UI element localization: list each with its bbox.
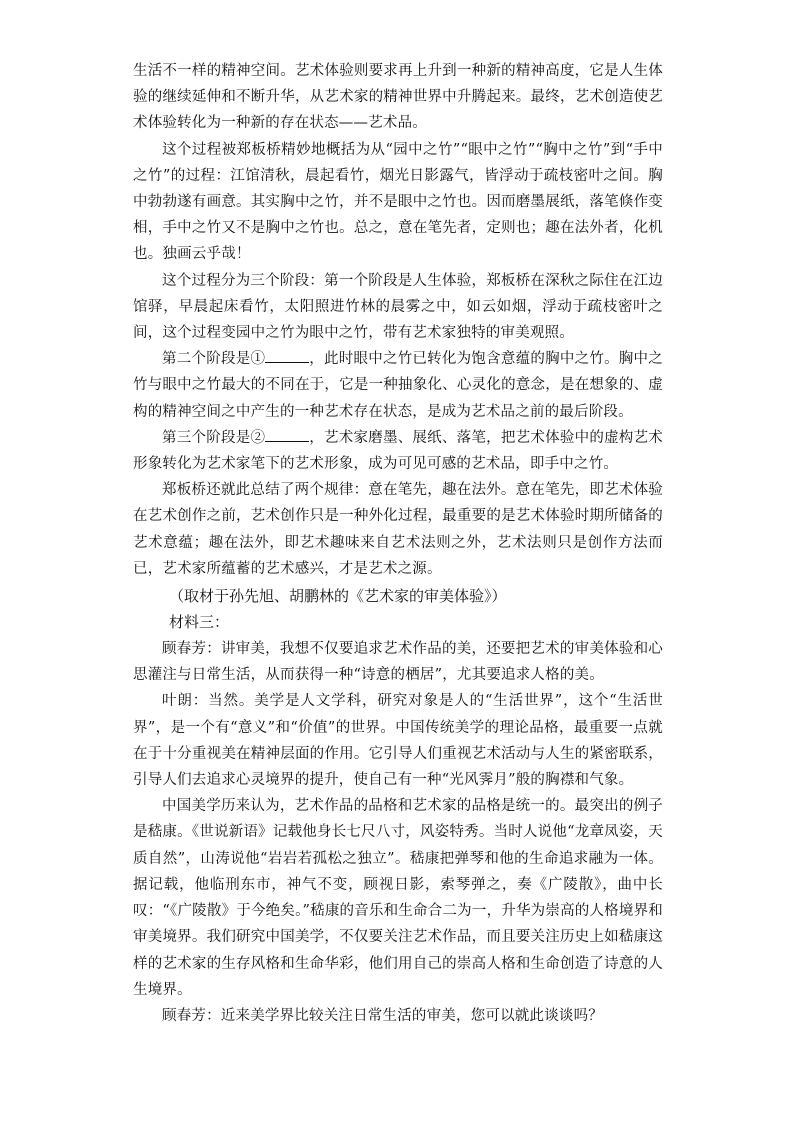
paragraph-text: 第二个阶段是① [162, 351, 266, 368]
answer-blank-2 [265, 429, 309, 442]
paragraph-text: 第三个阶段是② [162, 429, 266, 446]
document-body [133, 58, 663, 1029]
paragraph: 生活不一样的精神空间。艺术体验则要求再上升到一种新的精神高度，它是人生体验的继续延伸和不断升华，从艺术家的精神世界中升腾起来。最终，艺术创造使艺术体验转化为一种新的存在状态——艺术品。 [133, 63, 663, 132]
paragraph: 郑板桥还就此总结了两个规律：意在笔先，趣在法外。意在笔先，即艺术体验在艺术创作之前，艺术创作只是一种外化过程，最重要的是艺术体验时期所储备的艺术意蕴；趣在法外，即艺术趣味来自艺术法则之外，艺术法则只是创作方法而已，艺术家所蕴蓄的艺术感兴，才是艺术之源。 [133, 482, 663, 577]
paragraph-blank-2 [133, 425, 663, 477]
material-heading: 材料三： [169, 614, 230, 632]
paragraph-blank-1 [133, 346, 663, 425]
paragraph: 这个过程被郑板桥精妙地概括为从“园中之竹”“眼中之竹”“胸中之竹”到“手中之竹”的过程：江馆清秋，晨起看竹，烟光日影露气，皆浮动于疏枝密叶之间。胸中勃勃遂有画意。其实胸中之竹，并不是眼中之竹也。因而磨墨展纸，落笔倏作变相，手中之竹又不是胸中之竹也。总之，意在笔先者，定则也；趣在法外者，化机也。独画云乎哉！ [133, 141, 663, 263]
dialogue-paragraph: 顾春芳：近来美学界比较关注日常生活的审美，您可以就此谈谈吗？ [162, 1007, 603, 1024]
dialogue-paragraph: 中国美学历来认为，艺术作品的品格和艺术家的品格是统一的。最突出的例子是嵇康。《世说新语》记载他身长七尺八寸，风姿特秀。当时人说他“龙章凤姿，天质自然”，山涛说他“岩岩若孤松之独立”。嵇康把弹琴和他的生命追求融为一体。据记载，他临刑东市，神气不变，顾视日影，索琴弹之，奏《广陵散》，曲中长叹：“《广陵散》于今绝矣。”嵇康的音乐和生命合二为一，升华为崇高的人格境界和审美境界。我们研究中国美学，不仅要关注艺术作品，而且要关注历史上如嵇康这样的艺术家的生存风格和生命华彩，他们用自己的崇高人格和生命创造了诗意的人生境界。 [133, 798, 663, 998]
paragraph-text: ，此时眼中之竹已转化为饱含意蕴的胸中之竹。胸中之竹与眼中之竹最大的不同在于，它是一种抽象化、心灵化的意念，是在想象的、虚构的精神空间之中产生的一种艺术存在状态，是成为艺术品之前的最后阶段。 [133, 351, 663, 420]
paragraph: 这个过程分为三个阶段：第一个阶段是人生体验，郑板桥在深秋之际住在江边馆驿，早晨起床看竹，太阳照进竹林的晨雾之中，如云如烟，浮动于疏枝密叶之间，这个过程变园中之竹为眼中之竹，带有艺术家独特的审美观照。 [133, 272, 663, 342]
dialogue-paragraph: 顾春芳：讲审美，我想不仅要追求艺术作品的美，还要把艺术的审美体验和心思灌注与日常生活，从而获得一种“诗意的栖居”，尤其要追求人格的美。 [133, 641, 663, 684]
answer-blank-1 [265, 350, 309, 363]
paragraph-text: ，艺术家磨墨、展纸、落笔，把艺术体验中的虚构艺术形象转化为艺术家笔下的艺术形象，成为可见可感的艺术品，即手中之竹。 [133, 429, 663, 473]
dialogue-paragraph: 叶朗：当然。美学是人文学科，研究对象是人的“生活世界”，这个“生活世界”，是一个有“意义”和“价值”的世界。中国传统美学的理论品格，最重要一点就在于十分重视美在精神层面的作用。它引导人们重视艺术活动与人生的紧密联系，引导人们去追求心灵境界的提升，使自己有一种“光风霁月”般的胸襟和气象。 [133, 693, 663, 789]
source-citation: （取材于孙先旭、胡鹏林的《艺术家的审美体验》） [169, 588, 507, 606]
